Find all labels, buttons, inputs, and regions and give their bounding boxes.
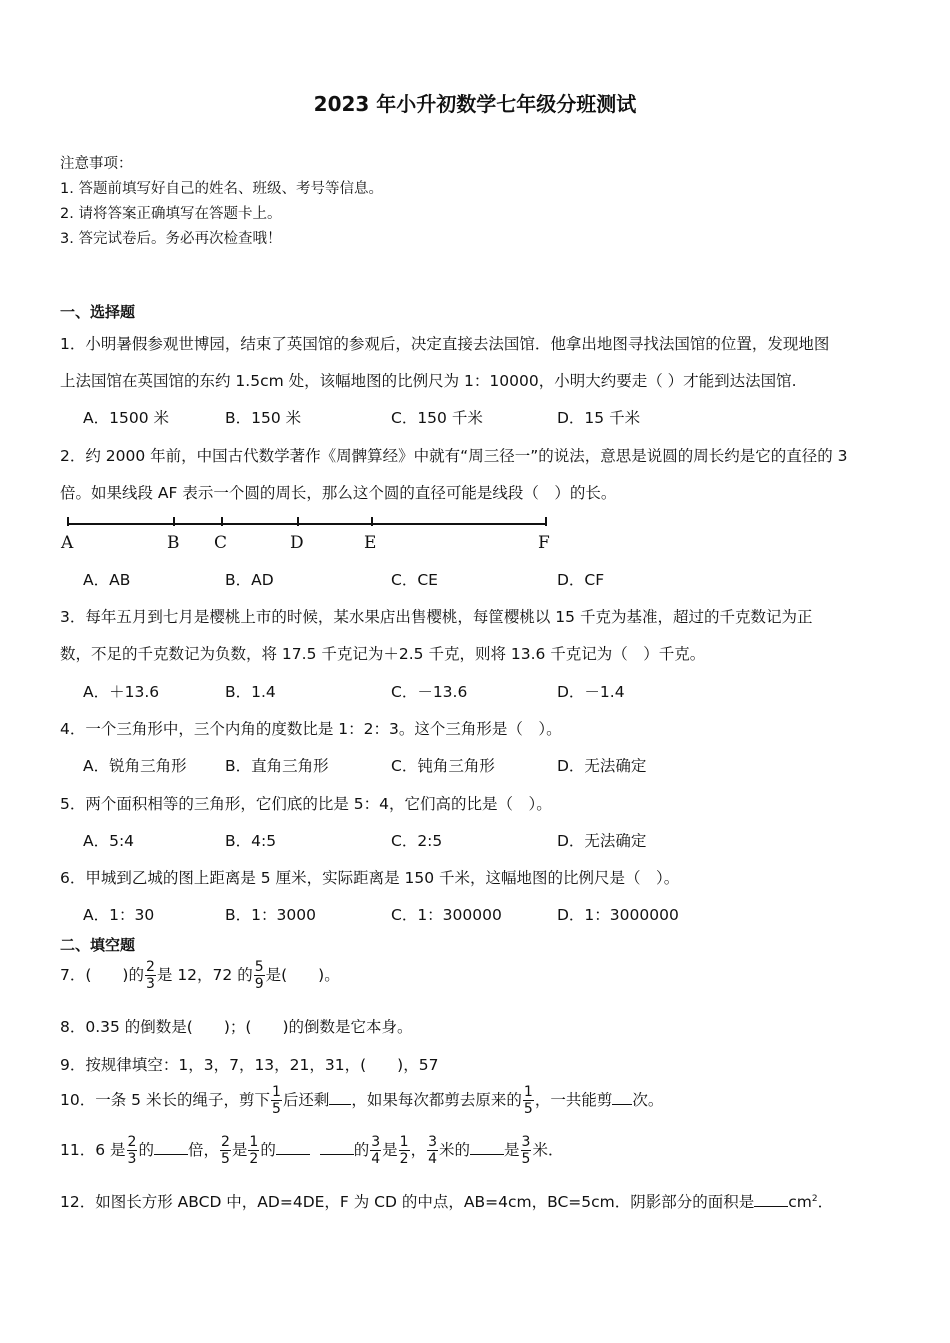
fraction: $\frac{2}{3}$ <box>127 1134 137 1167</box>
question-text: 2．约 2000 年前，中国古代数学著作《周髀算经》中就有“周三径一”的说法，意思是说圆的周长约是它的直径的 3 <box>60 447 848 465</box>
option-b: B．AD <box>225 571 274 589</box>
option-a: A．1500 米 <box>83 409 169 427</box>
question-text: 11．6 是 $\frac{2}{3}$ 的 倍， $\frac{2}{5}$ 是 $\frac{1}{2}$ 的 的 $\frac{3}{4}$ 是 $\frac{1}{2}$ ， $\frac{3}{4}$ 米的 是 $\frac{3}{5}$ 米． <box>60 1134 564 1167</box>
question-text: 9．按规律填空：1，3，7，13，21，31，( )，57 <box>60 1056 439 1074</box>
option-b: B．1：3000 <box>225 906 316 924</box>
option-d: D．无法确定 <box>557 757 647 775</box>
fraction: $\frac{2}{5}$ <box>220 1134 230 1167</box>
option-a: A．AB <box>83 571 131 589</box>
question-text: 10．一条 5 米长的绳子，剪下 $\frac{1}{5}$ 后还剩 ，如果每次都剪去原来的 $\frac{1}{5}$ ，一共能剪 次。 <box>60 1084 664 1117</box>
fraction: $\frac{1}{5}$ <box>271 1084 281 1117</box>
answer-blank[interactable] <box>154 1139 188 1156</box>
question-text: 7．( )的 $\frac{2}{3}$ 是 12，72 的 $\frac{5}{9}$ 是( )。 <box>60 959 340 992</box>
answer-blank[interactable] <box>612 1089 632 1106</box>
fraction: $\frac{2}{3}$ <box>145 959 155 992</box>
question-text: 12．如图长方形 ABCD 中，AD=4DE，F 为 CD 的中点，AB=4cm，BC=5cm．阴影部分的面积是 $cm^2$． <box>60 1190 833 1212</box>
fraction: $\frac{1}{2}$ <box>249 1134 259 1167</box>
question-text: 4．一个三角形中，三个内角的度数比是 1：2：3。这个三角形是（ ）。 <box>60 720 562 738</box>
option-d: D．－1.4 <box>557 683 625 701</box>
fraction: $\frac{1}{2}$ <box>399 1134 409 1167</box>
option-a: A．5:4 <box>83 832 135 850</box>
option-c: C．－13.6 <box>391 683 468 701</box>
option-b: B．1.4 <box>225 683 276 701</box>
point-label-e: E <box>364 533 377 553</box>
option-a: A．＋13.6 <box>83 683 160 701</box>
question-text: 数，不足的千克数记为负数，将 17.5 千克记为＋2.5 千克，则将 13.6 千克记为（ ）千克。 <box>60 645 706 663</box>
note-item: 1. 答题前填写好自己的姓名、班级、考号等信息。 <box>60 181 383 197</box>
point-label-b: B <box>167 533 180 553</box>
fraction: $\frac{1}{5}$ <box>523 1084 533 1117</box>
option-d: D．无法确定 <box>557 832 647 850</box>
answer-blank[interactable] <box>329 1089 351 1106</box>
question-text: 倍。如果线段 AF 表示一个圆的周长，那么这个圆的直径可能是线段（ ）的长。 <box>60 484 617 502</box>
option-c: C．2:5 <box>391 832 443 850</box>
question-text: 5．两个面积相等的三角形，它们底的比是 5：4，它们高的比是（ ）。 <box>60 795 552 813</box>
section-heading-fill: 二、填空题 <box>60 936 136 954</box>
question-text: 上法国馆在英国馆的东约 1.5cm 处，该幅地图的比例尺为 1：10000，小明大约要走（ ）才能到达法国馆. <box>60 372 797 390</box>
note-item: 2. 请将答案正确填写在答题卡上。 <box>60 206 282 222</box>
answer-blank[interactable] <box>470 1139 504 1156</box>
option-c: C．CE <box>391 571 438 589</box>
question-text: 1．小明暑假参观世博园，结束了英国馆的参观后，决定直接去法国馆．他拿出地图寻找法国馆的位置，发现地图 <box>60 335 830 353</box>
point-label-f: F <box>538 533 550 553</box>
option-b: B．4:5 <box>225 832 277 850</box>
option-c: C．1：300000 <box>391 906 502 924</box>
option-a: A．锐角三角形 <box>83 757 187 775</box>
question-text: 8．0.35 的倒数是( )；( )的倒数是它本身。 <box>60 1018 413 1036</box>
option-a: A．1：30 <box>83 906 155 924</box>
option-c: C．150 千米 <box>391 409 483 427</box>
answer-blank[interactable] <box>754 1191 788 1208</box>
fraction: $\frac{3}{4}$ <box>371 1134 381 1167</box>
point-label-a: A <box>61 533 74 553</box>
option-c: C．钝角三角形 <box>391 757 495 775</box>
option-d: D．1：3000000 <box>557 906 679 924</box>
point-label-d: D <box>290 533 304 553</box>
option-d: D．CF <box>557 571 605 589</box>
option-b: B．150 米 <box>225 409 302 427</box>
fraction: $\frac{3}{5}$ <box>521 1134 531 1167</box>
section-heading-choice: 一、选择题 <box>60 303 136 321</box>
fraction: $\frac{5}{9}$ <box>254 959 264 992</box>
question-text: 6．甲城到乙城的图上距离是 5 厘米，实际距离是 150 千米，这幅地图的比例尺是（ ）。 <box>60 869 680 887</box>
fraction: $\frac{3}{4}$ <box>428 1134 438 1167</box>
option-d: D．15 千米 <box>557 409 641 427</box>
answer-blank[interactable] <box>320 1139 354 1156</box>
option-b: B．直角三角形 <box>225 757 329 775</box>
notes-heading: 注意事项： <box>60 156 133 172</box>
note-item: 3. 答完试卷后。务必再次检查哦！ <box>60 231 282 247</box>
page-title: 2023 年小升初数学七年级分班测试 <box>313 92 637 116</box>
point-label-c: C <box>214 533 228 553</box>
answer-blank[interactable] <box>276 1139 310 1156</box>
question-text: 3．每年五月到七月是樱桃上市的时候，某水果店出售樱桃，每筐樱桃以 15 千克为基准，超过的千克数记为正 <box>60 608 813 626</box>
